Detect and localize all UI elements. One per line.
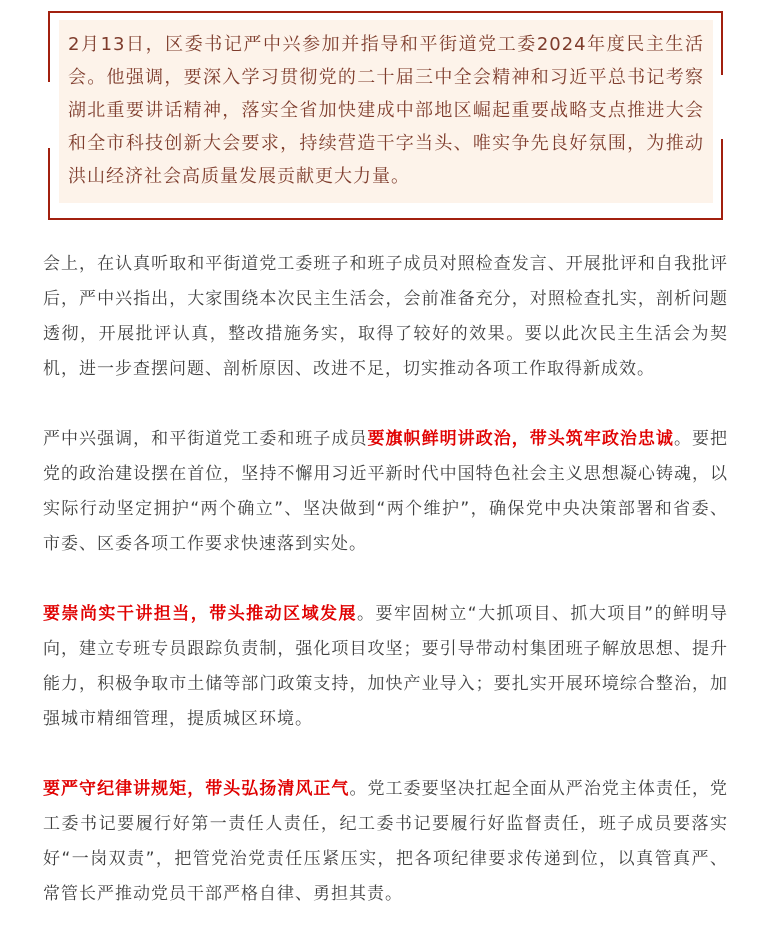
highlighted-text-run: 要崇尚实干讲担当，带头推动区域发展 [43,604,357,624]
text-run: 。要牢固树立“大抓项目、抓大项目”的鲜明导向，建立专班专员跟踪负责制，强化项目攻坚；要引导带动村集团班子解放思想、提升能力，积极争取市土储等部门政策支持，加快产业导入；要扎实开展环境综合整治，加强城市精细管理，提质城区环境。 [43,604,728,729]
paragraph [43,247,728,387]
text-run: 。要把党的政治建设摆在首位，坚持不懈用习近平新时代中国特色社会主义思想凝心铸魂，以实际行动坚定拥护“两个确立”、坚决做到“两个维护”，确保党中央决策部署和省委、市委、区委各项工作要求快速落到实处。 [43,429,729,554]
article-body [0,220,769,928]
summary-quote-text: 2月13日，区委书记严中兴参加并指导和平街道党工委2024年度民主生活会。他强调，要深入学习贯彻党的二十届三中全会精神和习近平总书记考察湖北重要讲话精神，落实全省加快建成中部地区崛起重要战略支点推进大会和全市科技创新大会要求，持续营造干字当头、唯实争先良好氛围，为推动洪山经济社会高质量发展贡献更大力量。 [68,34,704,187]
paragraph [43,422,728,562]
highlighted-text-run: 要严守纪律讲规矩，带头弘扬清风正气 [43,779,350,799]
text-run: 。党工委要坚决扛起全面从严治党主体责任，党工委书记要履行好第一责任人责任，纪工委书记要履行好监督责任，班子成员要落实好“一岗双责”，把管党治党责任压紧压实，把各项纪律要求传递到位，以真管真严、常管长严推动党员干部严格自律、勇担其责。 [43,779,729,904]
summary-quote-frame [48,11,723,220]
highlighted-text-run: 要旗帜鲜明讲政治，带头筑牢政治忠诚 [367,429,674,449]
text-run: 会上，在认真听取和平街道党工委班子和班子成员对照检查发言、开展批评和自我批评后，严中兴指出，大家围绕本次民主生活会，会前准备充分，对照检查扎实，剖析问题透彻，开展批评认真，整改措施务实，取得了较好的效果。要以此次民主生活会为契机，进一步查摆问题、剖析原因、改进不足，切实推动各项工作取得新成效。 [43,254,728,379]
text-run: 严中兴强调，和平街道党工委和班子成员 [43,429,368,449]
summary-quote-box [59,20,713,203]
paragraph [43,772,728,912]
paragraph [43,597,728,737]
